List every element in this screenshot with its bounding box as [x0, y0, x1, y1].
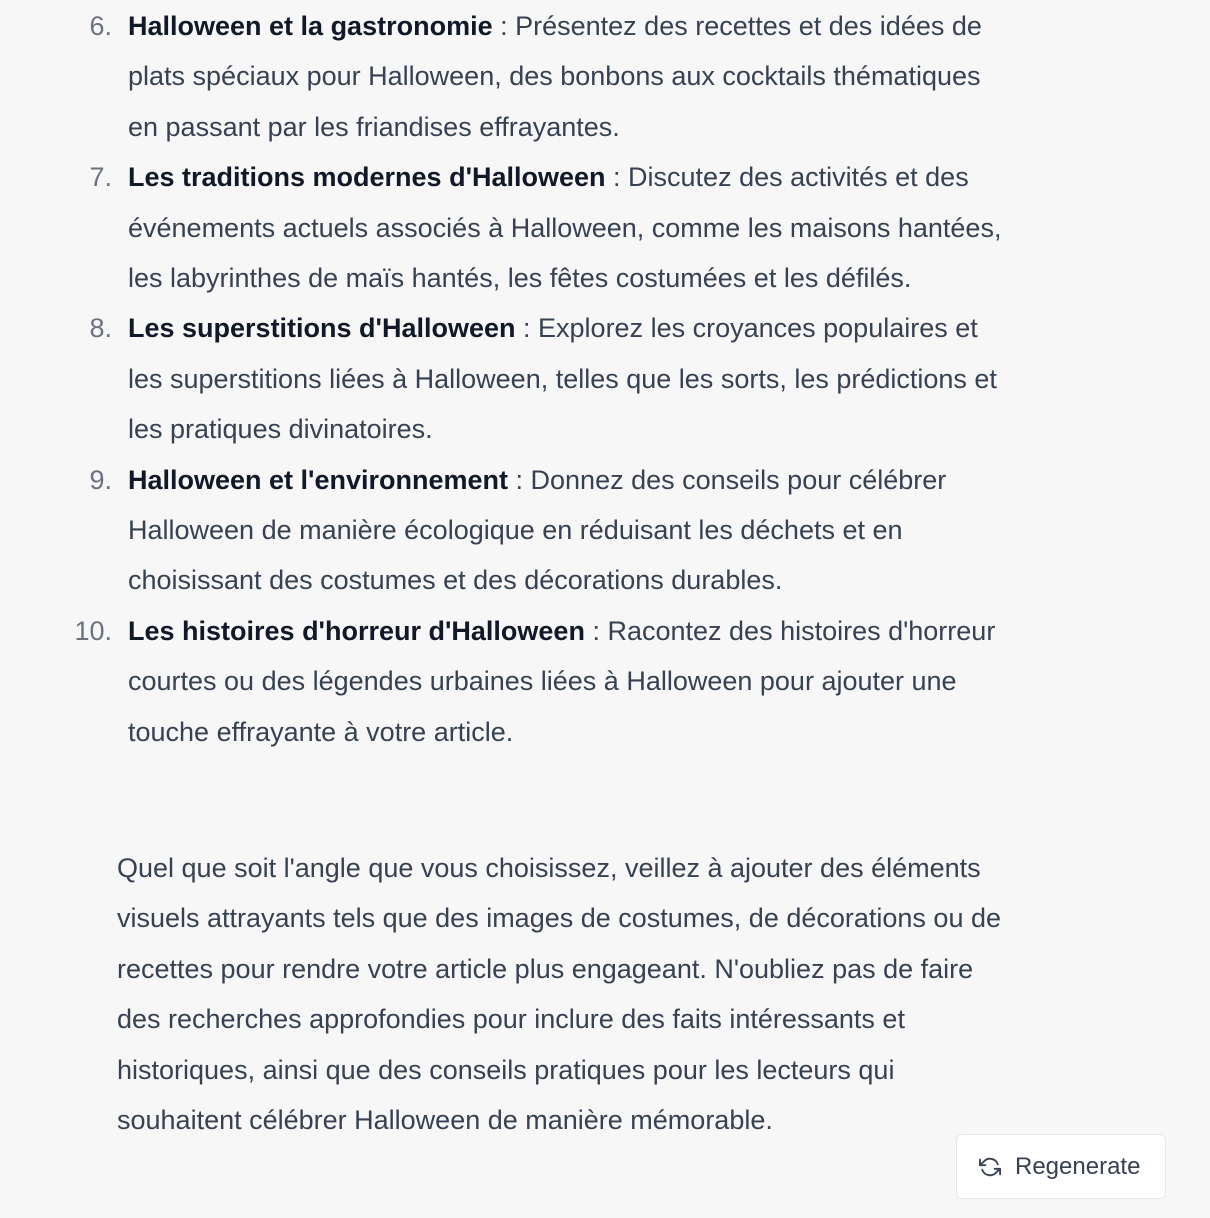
list-item-number: 10.: [74, 615, 112, 646]
regenerate-button[interactable]: [956, 1134, 1166, 1199]
list-item-title: Les superstitions d'Halloween: [128, 313, 516, 344]
list-item-number: 9.: [89, 464, 112, 495]
list-item: [0, 152, 1008, 303]
conclusion-paragraph: Quel que soit l'angle que vous choisissez, veillez à ajouter des éléments visuels attrayants tels que des images de costumes, de décorations ou de recettes pour rendre votre article plus engageant. N'oubliez pas de faire des recherches approfondies pour inclure des faits intéressants et historiques, ainsi que des conseils pratiques pour les lecteurs qui souhaitent célébrer Halloween de manière mémorable.: [117, 853, 1001, 1136]
refresh-icon: [979, 1156, 1001, 1178]
list-item-text: Donnez des conseils pour célébrer Halloween de manière écologique en réduisant les déchets et en choisissant des costumes et des décorations durables.: [128, 464, 947, 596]
list-item-text: Explorez les croyances populaires et les superstitions liées à Halloween, telles que les sorts, les prédictions et les pratiques divinatoires.: [128, 313, 997, 445]
list-item-separator: :: [515, 313, 539, 344]
list-item-title: Les histoires d'horreur d'Halloween: [128, 615, 585, 646]
list-item: [0, 303, 1008, 454]
list-item-text: Discutez des activités et des événements actuels associés à Halloween, comme les maisons hantées, les labyrinthes de maïs hantés, les fêtes costumées et les défilés.: [128, 162, 1002, 294]
list-item: [0, 455, 1008, 606]
list-item: [0, 1, 1008, 152]
list-item-text: Présentez des recettes et des idées de plats spéciaux pour Halloween, des bonbons aux cocktails thématiques en passant par les friandises effrayantes.: [128, 11, 982, 142]
list-item-title: Halloween et la gastronomie: [128, 11, 493, 41]
list-item-number: 8.: [89, 313, 112, 344]
list-item-title: Halloween et l'environnement: [128, 464, 509, 495]
list-item-number: 6.: [89, 11, 112, 41]
list-item-separator: :: [584, 615, 608, 646]
list-item-separator: :: [492, 11, 516, 41]
regenerate-button-label: Regenerate: [1015, 1152, 1141, 1180]
topic-list: [0, 1, 1008, 757]
list-item-separator: :: [605, 162, 629, 193]
list-item: [0, 606, 1008, 757]
list-item-number: 7.: [89, 162, 112, 193]
list-item-separator: :: [508, 464, 531, 495]
list-item-title: Les traditions modernes d'Halloween: [128, 162, 606, 193]
list-item-text: Racontez des histoires d'horreur courtes ou des légendes urbaines liées à Halloween pour ajouter une touche effrayante à votre article.: [128, 615, 996, 747]
